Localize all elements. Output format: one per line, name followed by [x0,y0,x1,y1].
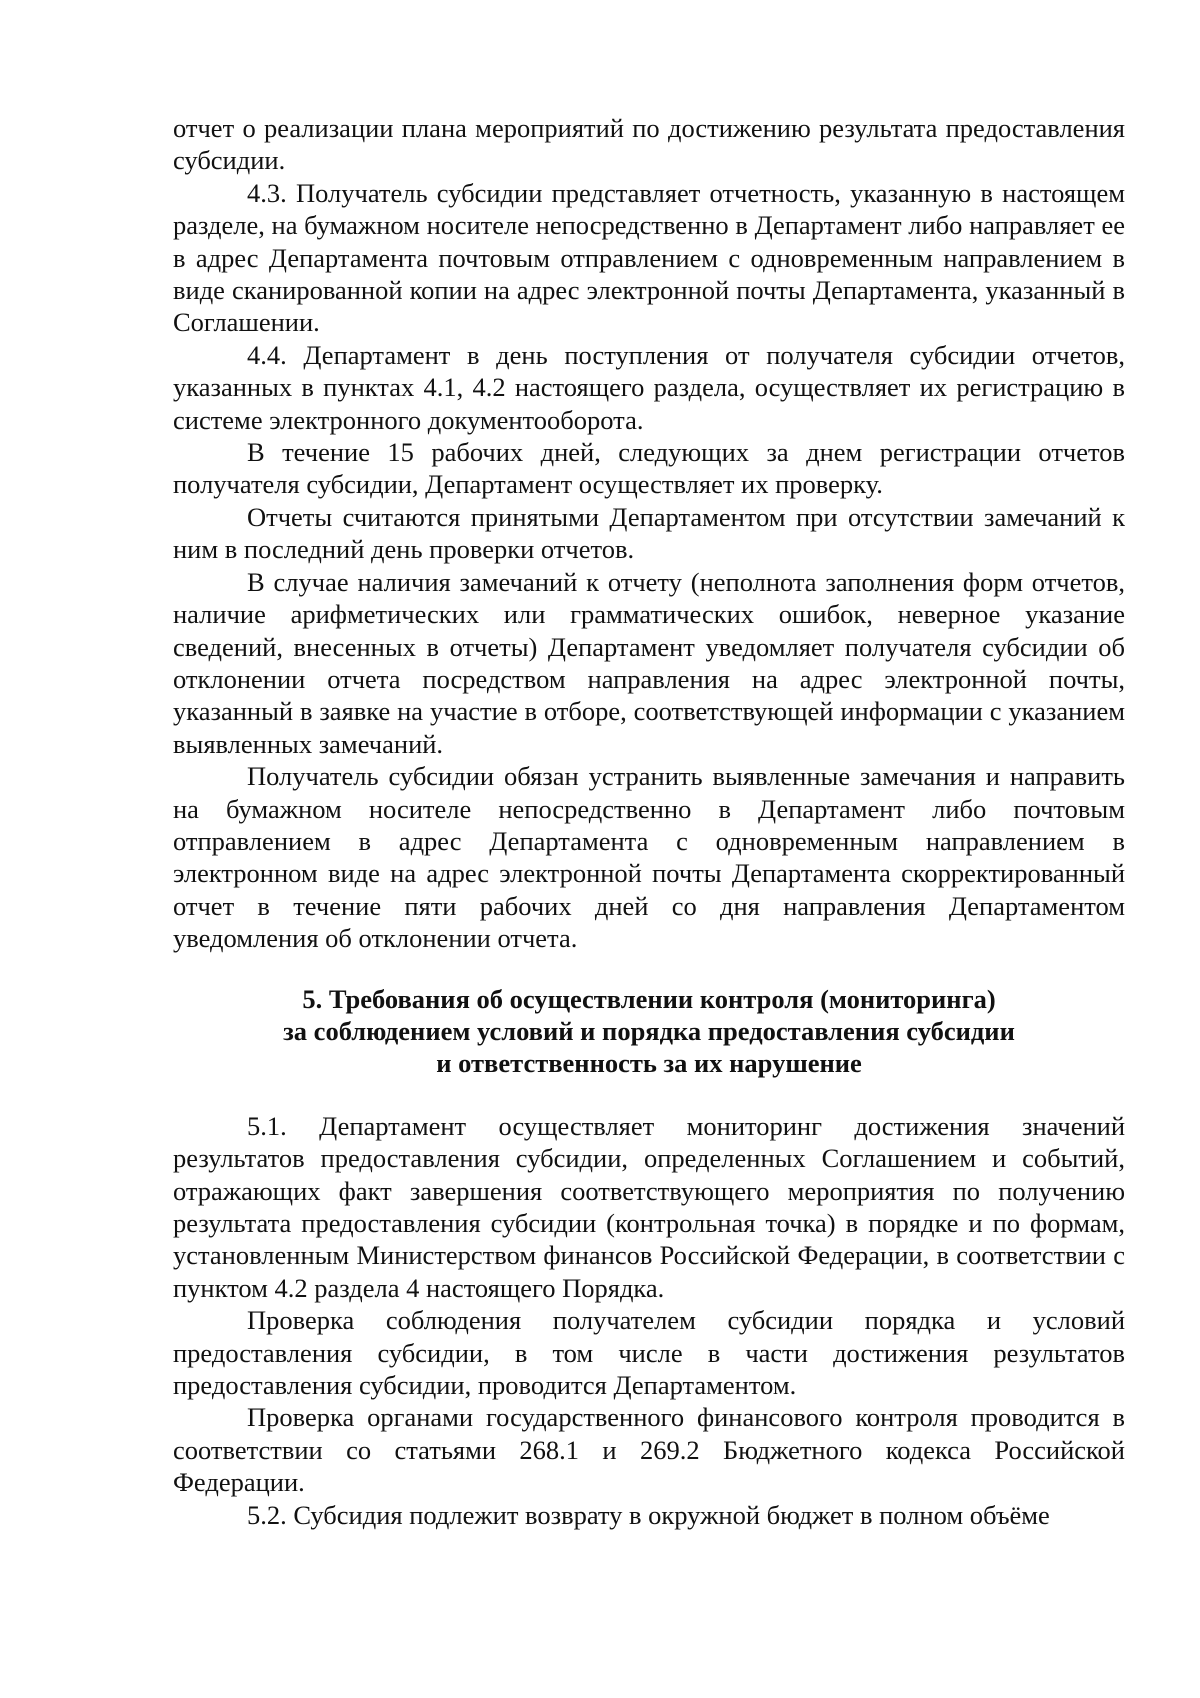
paragraph-fix-remarks: Получатель субсидии обязан устранить выявленные замечания и направить на бумажном носителе непосредственно в Департамент либо почтовым отправлением в адрес Департамента с одновременным направлением в электронном виде на адрес электронной почты Департамента скорректированный отчет в течение пяти рабочих дней со дня направления Департаментом уведомления об отклонении отчета. [173,761,1125,954]
paragraph-reports-accepted: Отчеты считаются принятыми Департаментом при отсутствии замечаний к ним в последний день проверки отчетов. [173,501,1125,565]
paragraph-compliance-check: Проверка соблюдения получателем субсидии порядка и условий предоставления субсидии, в том числе в части достижения результатов предоставления субсидии, проводится Департаментом. [173,1305,1125,1401]
section-5-heading [173,983,1125,1080]
paragraph-report-plan: отчет о реализации плана мероприятий по достижению результата предоставления субсидии. [173,113,1125,176]
paragraph-5-1: 5.1. Департамент осуществляет мониторинг достижения значений результатов предоставления субсидии, определенных Соглашением и событий, отражающих факт завершения соответствующего мероприятия по получению результата предоставления субсидии (контрольная точка) в порядке и по формам, установленным Министерством финансов Российской Федерации, в соответствии с пунктом 4.2 раздела 4 настоящего Порядка. [173,1110,1125,1303]
paragraph-remarks: В случае наличия замечаний к отчету (неполнота заполнения форм отчетов, наличие арифметических или грамматических ошибок, неверное указание сведений, внесенных в отчеты) Департамент уведомляет получателя субсидии об отклонении отчета посредством направления на адрес электронной почты, указанный в заявке на участие в отборе, соответствующей информации с указанием выявленных замечаний. [173,566,1125,759]
paragraph-4-3: 4.3. Получатель субсидии представляет отчетность, указанную в настоящем разделе, на бумажном носителе непосредственно в Департамент либо направляет ее в адрес Департамента почтовым отправлением с одновременным направлением в виде сканированной копии на адрес электронной почты Департамента, указанный в Соглашении. [173,177,1125,338]
section-5-heading-line-2: за соблюдением условий и порядка предоставления субсидии [283,1015,1015,1046]
document-page [173,112,1125,1531]
paragraph-4-4: 4.4. Департамент в день поступления от получателя субсидии отчетов, указанных в пунктах 4.1, 4.2 настоящего раздела, осуществляет их регистрацию в системе электронного документооборота. [173,339,1125,435]
paragraph-state-control: Проверка органами государственного финансового контроля проводится в соответствии со статьями 268.1 и 269.2 Бюджетного кодекса Российской Федерации. [173,1402,1125,1498]
paragraph-review-period: В течение 15 рабочих дней, следующих за днем регистрации отчетов получателя субсидии, Департамент осуществляет их проверку. [173,437,1125,500]
paragraph-5-2: 5.2. Субсидия подлежит возврату в окружной бюджет в полном объёме [247,1499,1050,1530]
section-5-heading-line-1: 5. Требования об осуществлении контроля (мониторинга) [302,983,996,1014]
section-5-heading-line-3: и ответственность за их нарушение [436,1048,862,1079]
